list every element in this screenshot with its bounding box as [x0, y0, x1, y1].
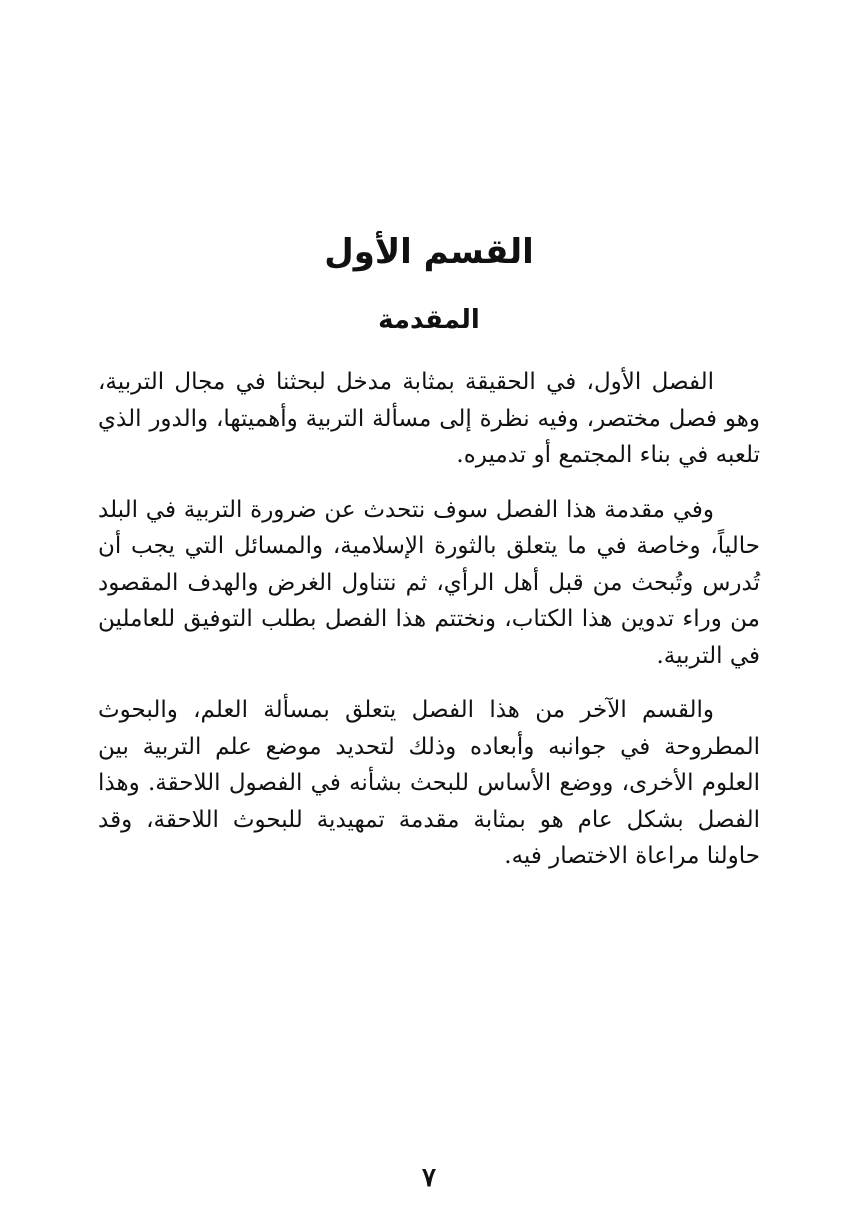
body-text — [98, 364, 760, 893]
page-number: ٧ — [422, 1163, 436, 1193]
paragraph: والقسم الآخر من هذا الفصل يتعلق بمسألة العلم، والبحوث المطروحة في جوانبه وأبعاده وذلك لتحديد موضع علم التربية بين العلوم الأخرى، ووضع الأساس للبحث بشأنه في الفصول اللاحقة. وهذا الفصل بشكل عام هو بمثابة مقدمة تمهيدية للبحوث اللاحقة، وقد حاولنا مراعاة الاختصار فيه. — [98, 697, 760, 869]
part-title: القسم الأول — [324, 232, 534, 272]
paragraph: الفصل الأول، في الحقيقة بمثابة مدخل لبحثنا في مجال التربية، وهو فصل مختصر، وفيه نظرة إلى مسألة التربية وأهميتها، والدور الذي تلعبه في بناء المجتمع أو تدميره. — [98, 369, 760, 468]
chapter-title: المقدمة — [378, 305, 480, 335]
paragraph: وفي مقدمة هذا الفصل سوف نتحدث عن ضرورة التربية في البلد حالياً، وخاصة في ما يتعلق بالثورة الإسلامية، والمسائل التي يجب أن تُدرس وتُبحث من قبل أهل الرأي، ثم نتناول الغرض والهدف المقصود من وراء تدوين هذا الكتاب، ونختتم هذا الفصل بطلب التوفيق للعاملين في التربية. — [98, 496, 760, 669]
